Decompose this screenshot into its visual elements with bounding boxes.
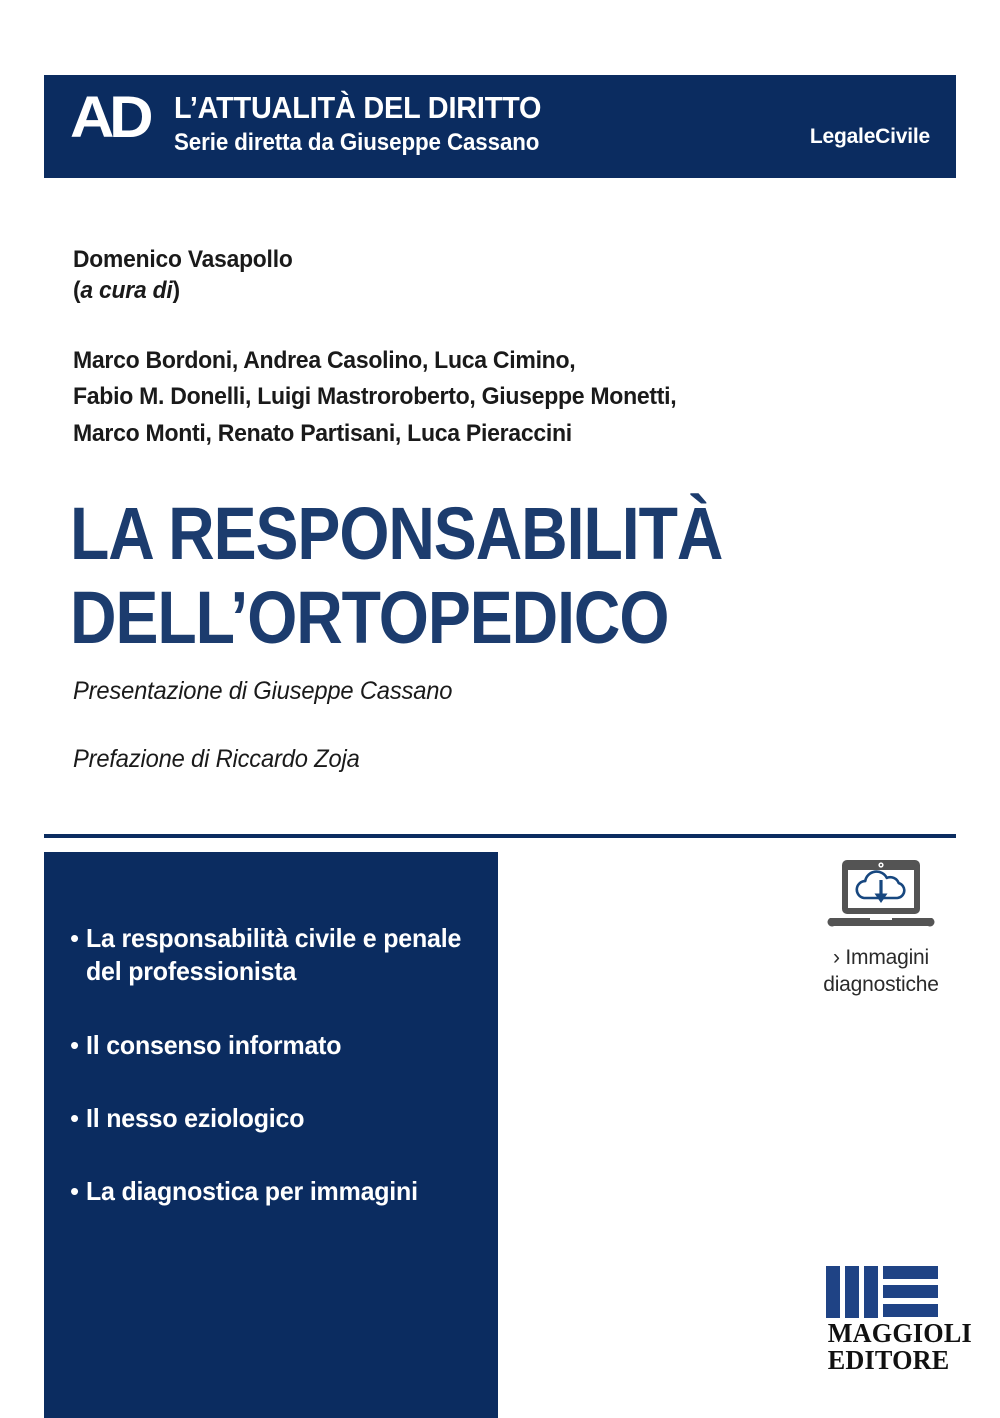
list-item	[70, 922, 480, 989]
topic-line: del professionista	[86, 956, 297, 987]
topic-text	[86, 1175, 418, 1208]
topics-panel	[44, 852, 498, 1418]
series-text-block	[174, 91, 569, 157]
contributor-line: Fabio M. Donelli, Luigi Mastroroberto, Giuseppe Monetti,	[73, 383, 677, 411]
presentation-credit: Presentazione di Giuseppe Cassano	[73, 677, 453, 705]
laptop-cloud-download-icon	[826, 858, 936, 936]
publisher-name-line: EDITORE	[827, 1345, 950, 1375]
list-item	[70, 1102, 480, 1135]
bullet-dot-icon: •	[70, 1176, 80, 1207]
horizontal-divider	[44, 834, 956, 838]
ad-logo: AD	[70, 85, 149, 150]
list-item	[70, 1175, 480, 1208]
topic-text	[86, 922, 461, 989]
publisher-name-line: MAGGIOLI	[827, 1318, 972, 1348]
bullet-dot-icon: •	[70, 1029, 80, 1060]
digital-content-badge	[806, 858, 956, 999]
bullet-dot-icon: •	[70, 1102, 80, 1133]
editor-name: Domenico Vasapollo	[73, 246, 293, 273]
topic-text	[86, 1029, 341, 1062]
preface-credit: Prefazione di Riccardo Zoja	[73, 745, 360, 773]
list-item	[70, 1029, 480, 1062]
contributors-block	[73, 343, 893, 452]
topic-line: Il consenso informato	[86, 1029, 342, 1060]
title-line: DELL’ORTOPEDICO	[70, 575, 669, 659]
contributor-line: Marco Monti, Renato Partisani, Luca Pieraccini	[73, 419, 572, 447]
publisher-name	[827, 1318, 972, 1375]
contributor-line: Marco Bordoni, Andrea Casolino, Luca Cimino,	[73, 347, 576, 374]
editor-role-italic: a cura di	[80, 276, 173, 304]
topic-text	[86, 1102, 304, 1135]
series-header-band	[44, 75, 956, 178]
series-badge: LegaleCivile	[809, 125, 930, 148]
topics-list	[70, 922, 480, 1248]
topic-line: Il nesso eziologico	[86, 1102, 305, 1133]
editor-role	[73, 276, 814, 307]
topic-line: La responsabilità civile e penale	[86, 923, 462, 953]
series-title: L’ATTUALITÀ DEL DIRITTO	[174, 90, 542, 125]
series-subtitle: Serie diretta da Giuseppe Cassano	[174, 129, 540, 157]
digital-content-line: › Immagini	[832, 946, 930, 969]
digital-content-label	[806, 944, 956, 999]
topic-line: La diagnostica per immagini	[86, 1176, 418, 1207]
digital-content-line: diagnostiche	[823, 973, 939, 997]
maggioli-logo-mark	[826, 1266, 938, 1318]
publisher-logo	[826, 1266, 972, 1375]
editor-role-prefix: (	[73, 276, 81, 304]
editor-block	[73, 245, 853, 306]
title-line: LA RESPONSABILITÀ	[70, 492, 723, 575]
editor-role-suffix: )	[172, 276, 180, 304]
bullet-dot-icon: •	[70, 923, 80, 953]
page-title	[70, 492, 930, 659]
